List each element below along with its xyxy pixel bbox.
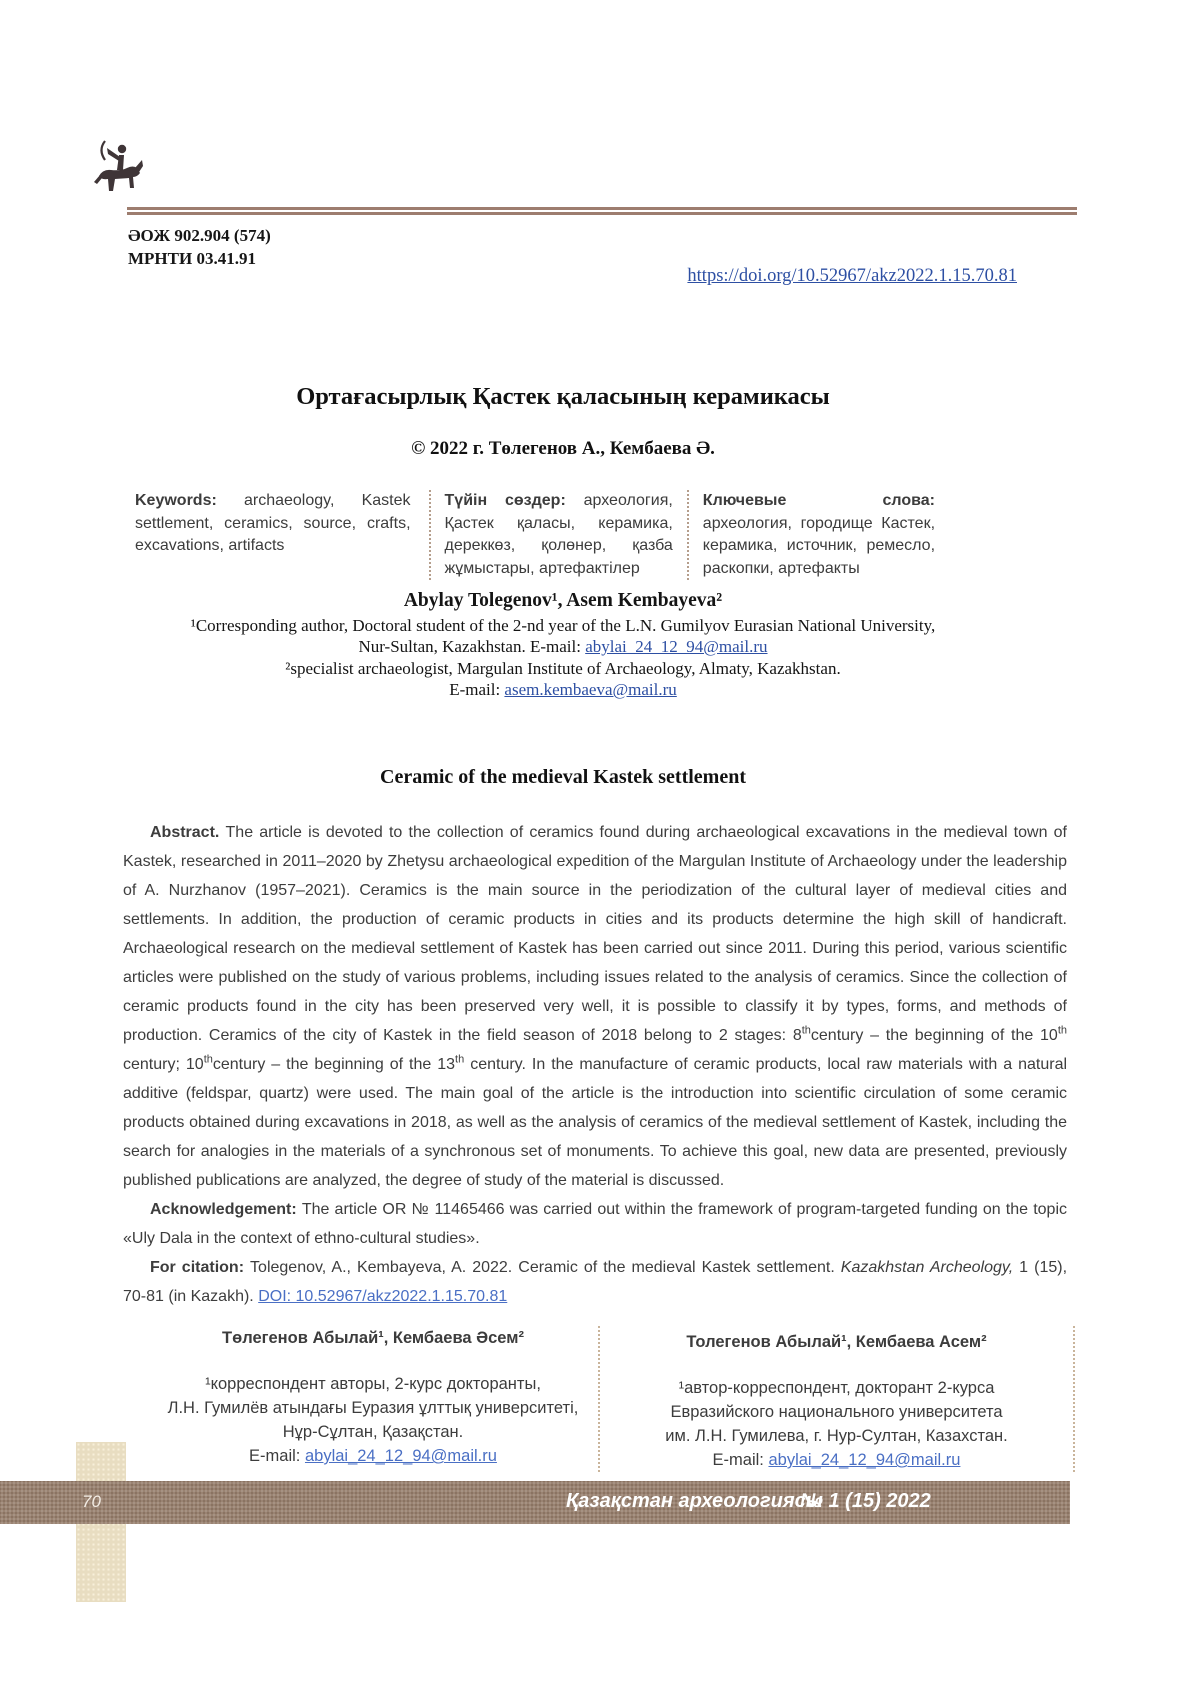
udc-code: ӘОЖ 902.904 (574) <box>128 226 271 245</box>
text-segment: Abstract. <box>150 824 226 841</box>
email-link-kk[interactable]: abylai_24_12_94@mail.ru <box>304 1447 497 1465</box>
authors-en-affil1: ¹Corresponding author, Doctoral student of the 2-nd year of the L.N. Gumilyov Eurasian National University, <box>190 615 936 635</box>
authors-kk-email-label: E-mail: <box>249 1447 305 1465</box>
acknowledgement-paragraph <box>123 1195 1067 1253</box>
authors-kk-names: Төлегенов Абылай¹, Кембаева Әсем² <box>222 1329 524 1347</box>
text-segment: th <box>801 1024 811 1037</box>
authors-en-affil2 <box>123 636 1003 658</box>
article-meta <box>128 224 271 270</box>
authors-ru-line2: Евразийского национального университета <box>670 1403 1003 1421</box>
text-segment: Kazakhstan Archeology, <box>840 1259 1014 1276</box>
keywords-ru-lead: Ключевые слова: <box>702 492 936 509</box>
text-segment: century. In the manufacture of ceramic products, local raw materials with a natural additive (feldspar, quartz) were used. The main goal of the article is the introduction into scientific circulation of some ceramic products obtained during excavations in 2018, as well as the analysis of ceramics of the medieval settlement of Kastek, including the search for analogies in the materials of a synchronous set of monuments. To achieve this goal, new data are presented, previously published publications are analyzed, the degree of study of the material is discussed. <box>123 1056 1068 1189</box>
text-segment: Tolegenov, A., Kembayeva, A. 2022. Ceramic of the medieval Kastek settlement. <box>250 1259 841 1276</box>
authors-kk-line2: Л.Н. Гумилёв атындағы Еуразия ұлттық университеті, <box>167 1399 579 1417</box>
keywords-en-lead: Keywords: <box>135 492 217 509</box>
issue-label: № 1 (15) 2022 <box>800 1490 931 1512</box>
text-segment: century; 10 <box>123 1056 204 1073</box>
keywords-block <box>135 490 935 580</box>
doi-link[interactable]: https://doi.org/10.52967/akz2022.1.15.70.81 <box>687 266 1017 286</box>
header-divider <box>127 207 1077 215</box>
text-segment: Acknowledgement: <box>150 1201 302 1218</box>
email-link-2[interactable]: asem.kembaeva@mail.ru <box>504 680 677 699</box>
authors-en-names: Abylay Tolegenov¹, Asem Kembayeva² <box>403 590 723 611</box>
authors-ru-line1: ¹автор-корреспондент, докторант 2-курса <box>678 1379 995 1397</box>
authors-ru-names: Толегенов Абылай¹, Кембаева Асем² <box>686 1333 987 1351</box>
article-title-en: Ceramic of the medieval Kastek settlement <box>380 766 746 788</box>
journal-title: Қазақстан археологиясы <box>566 1490 823 1512</box>
authors-kk-line1: ¹корреспондент авторы, 2-курс докторанты, <box>205 1375 541 1393</box>
keywords-ru <box>687 490 935 580</box>
authors-ru-email-line <box>614 1448 1059 1472</box>
doi-line <box>127 266 1017 287</box>
authors-en-affil4-text: E-mail: <box>449 680 505 699</box>
authors-en-affil4 <box>123 679 1003 701</box>
keywords-en-text: archaeology, Kastek settlement, ceramics, source, crafts, excavations, artifacts <box>135 492 411 554</box>
text-segment: century – the beginning of the 13 <box>212 1056 456 1073</box>
text-segment: th <box>203 1053 213 1066</box>
keywords-kk-lead: Түйін сөздер: <box>444 492 566 509</box>
text-segment: century – the beginning of the 10 <box>810 1027 1058 1044</box>
authors-ru-column <box>598 1326 1075 1472</box>
keywords-en <box>135 490 429 580</box>
text-segment: th <box>1057 1024 1067 1037</box>
authors-ru-email-label: E-mail: <box>712 1451 769 1469</box>
copyright-byline: © 2022 г. Төлегенов А., Кембаева Ә. <box>411 438 715 459</box>
citation-doi-link[interactable]: DOI: 10.52967/akz2022.1.15.70.81 <box>258 1288 508 1305</box>
authors-ru-line3: им. Л.Н. Гумилева, г. Нур-Султан, Казахстан. <box>665 1427 1008 1445</box>
authors-kk-column <box>148 1326 598 1472</box>
authors-en-affil3: ²specialist archaeologist, Margulan Institute of Archaeology, Almaty, Kazakhstan. <box>285 658 841 678</box>
authors-kk-email-line <box>162 1444 584 1468</box>
body-text <box>123 818 1067 1311</box>
mrnti-code: МРНТИ 03.41.91 <box>128 249 256 268</box>
text-segment: The article OR № 11465466 was carried out within the framework of program-targeted funding on the topic «Uly Dala in the context of ethno-cultural studies». <box>123 1201 1067 1247</box>
page-number: 70 <box>82 1492 101 1511</box>
citation-paragraph <box>123 1253 1067 1311</box>
text-segment: For citation: <box>150 1259 251 1276</box>
footer-bar <box>0 1481 1070 1524</box>
keywords-ru-text: археология, городище Кастек, керамика, источник, ремесло, раскопки, артефакты <box>702 514 936 577</box>
authors-kk-line3: Нұр-Сұлтан, Қазақстан. <box>282 1423 464 1441</box>
authors-en-affil2-text: Nur-Sultan, Kazakhstan. E-mail: <box>358 637 586 656</box>
email-link-ru[interactable]: abylai_24_12_94@mail.ru <box>768 1451 961 1469</box>
authors-bottom-block <box>148 1326 1075 1472</box>
text-segment: th <box>455 1053 465 1066</box>
text-segment: The article is devoted to the collection of ceramics found during archaeological excavations in the medieval town of Kastek, researched in 2011–2020 by Zhetysu archaeological expedition of the Margulan Institute of Archaeology under the leadership of A. Nurzhanov (1957–2021). Ceramics is the main source in the periodization of the cultural layer of medieval cities and settlements. In addition, the production of ceramic products in cities and its products determine the high skill of handicraft. Archaeological research on the medieval settlement of Kastek has been carried out since 2011. During this period, various scientific articles were published on the study of various problems, including issues related to the analysis of ceramics. Since the collection of ceramic products found in the city has been preserved very well, it is possible to classify it by types, forms, and methods of production. Ceramics of the city of Kastek in the field season of 2018 belong to 2 stages: 8 <box>123 824 1067 1044</box>
keywords-kk-text: археология, Қастек қаласы, керамика, дереккөз, қолөнер, қазба жұмыстары, артефактілер <box>444 492 673 577</box>
abstract-paragraph <box>123 818 1067 1195</box>
article-title-kk: Ортағасырлық Қастек қаласының керамикасы <box>296 383 830 410</box>
text-segment: 1 (15), 70-81 (in Kazakh). <box>123 1259 1068 1305</box>
authors-en-block <box>123 590 1003 701</box>
journal-logo-horseman-icon <box>92 134 144 200</box>
email-link-1[interactable]: abylai_24_12_94@mail.ru <box>585 637 768 656</box>
keywords-kk <box>429 490 687 580</box>
